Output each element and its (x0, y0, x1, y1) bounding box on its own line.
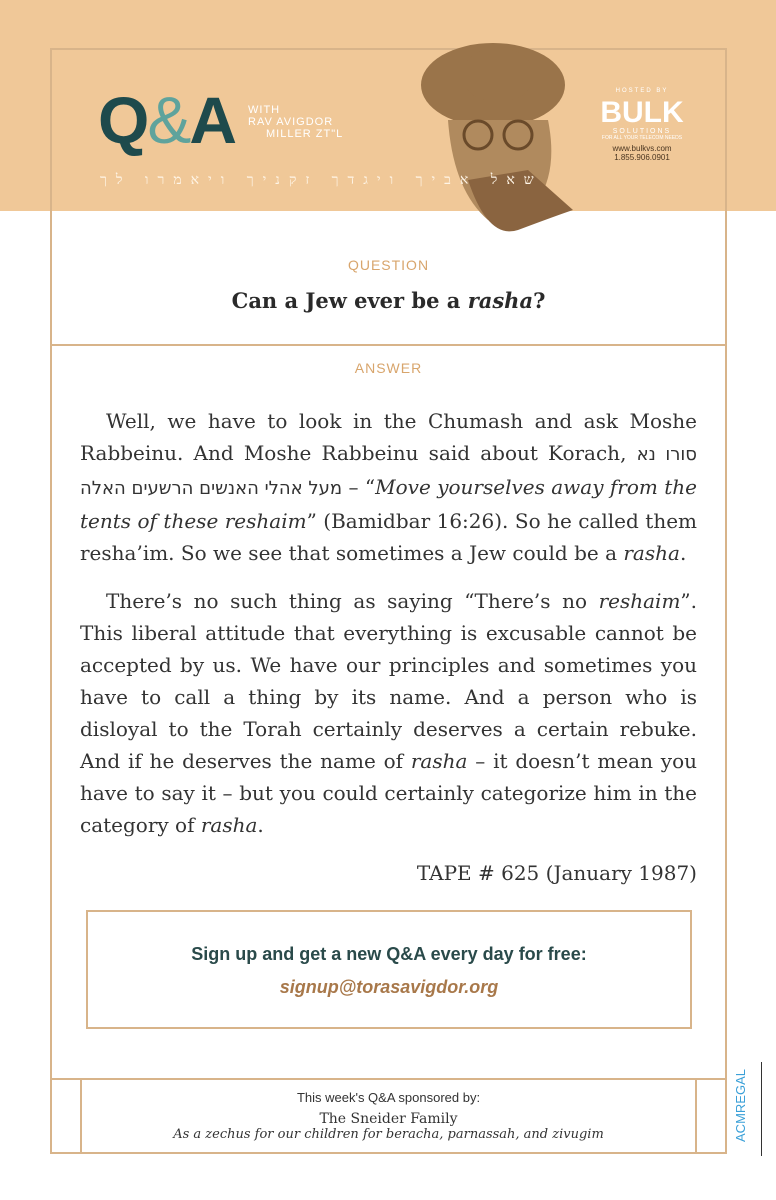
rav-name (248, 104, 343, 140)
logo-amp: & (147, 83, 190, 157)
answer-label: ANSWER (354, 360, 423, 376)
hebrew-verse: שאל אביך ויגדך זקניך ויאמרו לך (100, 172, 543, 188)
bulk-brand: BULK (600, 96, 684, 129)
answer-body (80, 405, 697, 889)
logo-q: Q (98, 83, 148, 157)
divider (50, 344, 727, 346)
with-line: MILLER ZT"L (266, 128, 344, 140)
bulk-sub: SOLUTIONS (612, 128, 672, 135)
bulk-tagline: FOR ALL YOUR TELECOM NEEDS (601, 135, 683, 141)
question-text: Can a Jew ever be a rasha? (231, 288, 546, 313)
qa-logo (98, 82, 235, 158)
sponsor-name: The Sneider Family (319, 1111, 458, 1127)
logo-a: A (189, 83, 236, 157)
hebrew-quote: סורו נא מעל אהלי האנשים הרשעים האלה (80, 444, 697, 499)
signup-email-link[interactable]: signup@torasavigdor.org (279, 977, 499, 997)
question-label: QUESTION (347, 257, 430, 273)
bulk-website: www.bulkvs.com (612, 144, 672, 153)
answer-paragraph: There’s no such thing as saying “There’s no reshaim”. This liberal attitude that everything is excusable cannot be accepted by us. We have our principles and sometimes you have to call a thing by its name. And a person who is disloyal to the Torah certainly deserves a certain rebuke. And if he deserves the name of rasha – it doesn’t mean you have to say it – but you could certainly categorize him in the category of rasha. (80, 589, 698, 837)
bulk-phone: 1.855.906.0901 (614, 153, 670, 162)
sponsor-box (50, 1078, 727, 1154)
with-line: RAV AVIGDOR (248, 116, 334, 128)
rabbi-portrait (408, 40, 583, 240)
sponsor-dedication: As a zechus for our children for beracha, parnassah, and zivugim (173, 1127, 604, 1142)
with-line: WITH (248, 104, 281, 116)
tape-reference: TAPE # 625 (January 1987) (416, 861, 697, 885)
answer-paragraph: Well, we have to look in the Chumash and ask Moshe Rabbeinu. And Moshe Rabbeinu said about Korach, סורו נא מעל אהלי האנשים הרשעים האלה – “Move yourselves away from the tents of these reshaim” (Bamidbar 16:26). So he called them resha’im. So we see that sometimes a Jew could be a rasha. (80, 409, 697, 565)
sponsor-label: This week's Q&A sponsored by: (296, 1090, 481, 1105)
sponsor-logo-bulk (590, 88, 694, 162)
signup-headline: Sign up and get a new Q&A every day for free: (191, 944, 587, 964)
hosted-by-label: HOSTED BY (615, 88, 669, 94)
signup-box (86, 910, 692, 1029)
printer-logo: ACMREGAL (738, 1062, 762, 1156)
